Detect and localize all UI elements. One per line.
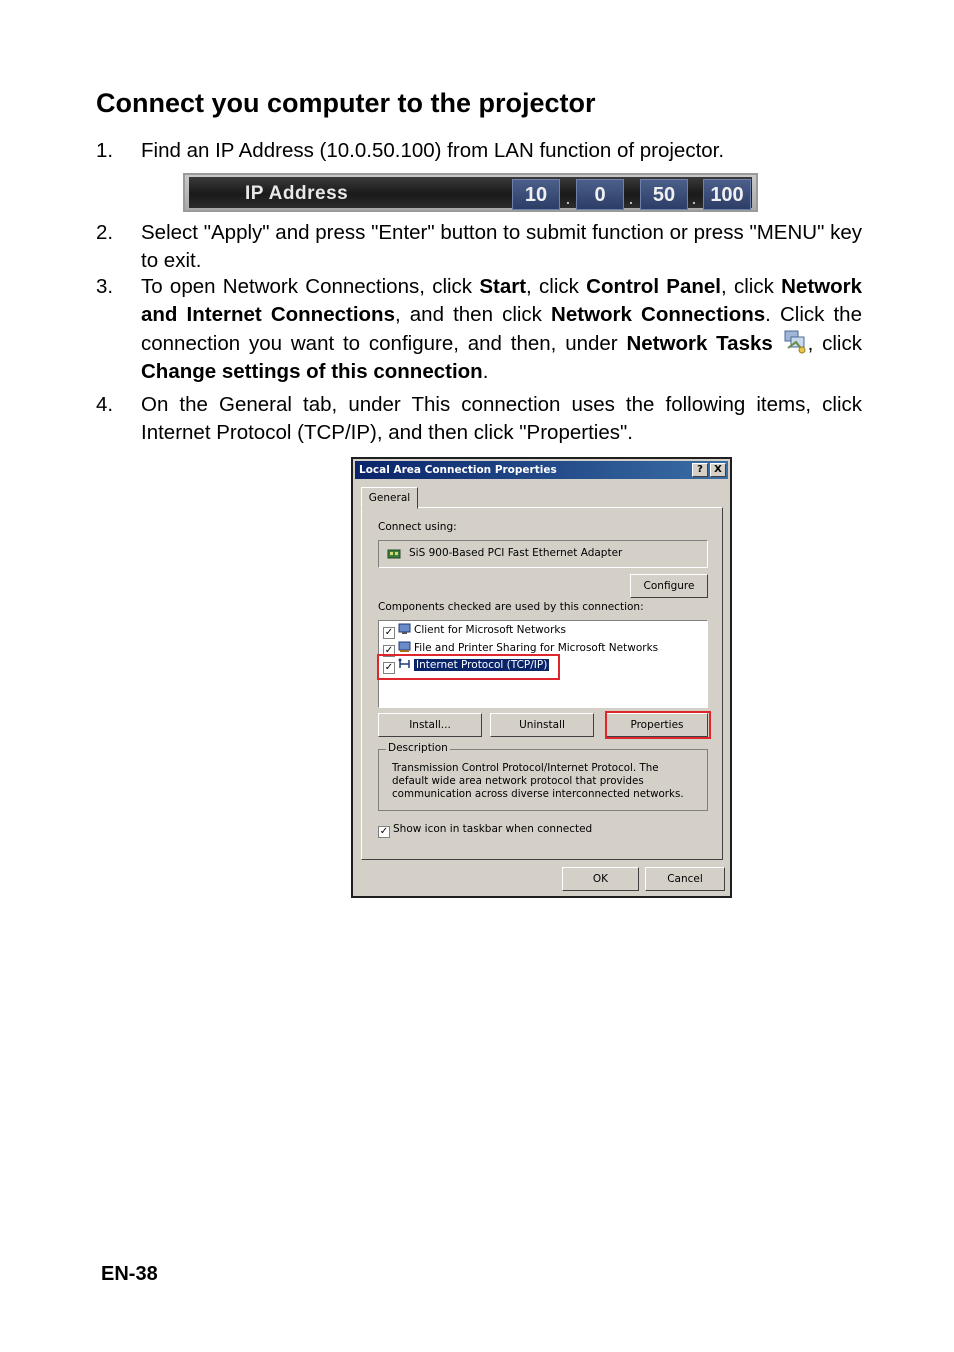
ip-octet-1: 10 (512, 179, 560, 210)
step-number: 3. (96, 275, 114, 298)
checkbox[interactable]: ✓ (384, 645, 394, 656)
file-sharing-icon (398, 641, 411, 653)
show-icon-checkbox[interactable]: ✓ (379, 826, 389, 837)
checkbox[interactable]: ✓ (384, 627, 394, 638)
dialog-title: Local Area Connection Properties (359, 464, 557, 476)
step-text: On the General tab, under This connection uses the following items, click Internet Protocol (TCP/IP), and then click "Properties". (141, 393, 862, 444)
cancel-button[interactable]: Cancel (645, 867, 725, 891)
page-number: EN-38 (101, 1263, 158, 1285)
ip-octet-2: 0 (576, 179, 624, 210)
tab-general[interactable]: General (361, 487, 418, 509)
properties-highlight-box (605, 711, 711, 739)
local-area-connection-dialog (351, 457, 732, 898)
list-item[interactable] (383, 623, 566, 638)
close-button[interactable]: X (710, 463, 726, 477)
show-icon-option[interactable] (378, 823, 592, 838)
step-1 (96, 137, 862, 165)
description-text: Transmission Control Protocol/Internet Protocol. The default wide area network protocol that provides communication across diverse interconnected networks. (392, 762, 684, 800)
component-label: File and Printer Sharing for Microsoft Networks (414, 642, 659, 654)
ip-dot: . (692, 191, 696, 207)
network-tasks-icon (782, 328, 808, 354)
configure-button[interactable]: Configure (630, 574, 708, 598)
components-label: Components checked are used by this connection: (378, 601, 644, 613)
step-text: Find an IP Address (10.0.50.100) from LAN function of projector. (141, 139, 725, 162)
ip-octet-4: 100 (703, 179, 751, 210)
help-button[interactable]: ? (692, 463, 708, 477)
network-client-icon (398, 623, 411, 635)
description-group (378, 742, 708, 811)
ok-button[interactable]: OK (562, 867, 639, 891)
properties-button[interactable]: Properties (606, 713, 708, 737)
ip-octet-3: 50 (640, 179, 688, 210)
step-text: Select "Apply" and press "Enter" button to submit function or press "MENU" key to exit. (141, 221, 862, 272)
component-label: Client for Microsoft Networks (414, 624, 566, 636)
step-text: To open Network Connections, click Start, click Control Panel, click Network and Internet Connections, and then click Network Connections. Click the connection you want to configure, and then, under Network Tasks , click Change settings of this connection. (141, 275, 862, 383)
adapter-field (378, 540, 708, 568)
section-heading: Connect you computer to the projector (96, 88, 596, 118)
tcpip-highlight-box (377, 654, 560, 680)
ip-address-label: IP Address (245, 183, 349, 204)
step-number: 4. (96, 393, 114, 416)
dialog-titlebar (355, 461, 728, 479)
adapter-name: SiS 900-Based PCI Fast Ethernet Adapter (409, 547, 623, 559)
ip-address-bar (183, 173, 758, 212)
step-3 (96, 273, 862, 385)
ip-dot: . (629, 191, 633, 207)
step-number: 2. (96, 221, 114, 244)
connect-using-label: Connect using: (378, 521, 457, 533)
step-4 (96, 391, 862, 446)
ip-dot: . (566, 191, 570, 207)
step-number: 1. (96, 139, 114, 162)
checkbox[interactable]: ✓ (384, 662, 394, 673)
step-2 (96, 219, 862, 274)
description-title: Description (388, 742, 448, 754)
uninstall-button[interactable]: Uninstall (490, 713, 594, 737)
network-adapter-icon (387, 548, 400, 560)
component-label: Internet Protocol (TCP/IP) (416, 659, 548, 671)
show-icon-label: Show icon in taskbar when connected (393, 823, 593, 835)
install-button[interactable]: Install... (378, 713, 482, 737)
